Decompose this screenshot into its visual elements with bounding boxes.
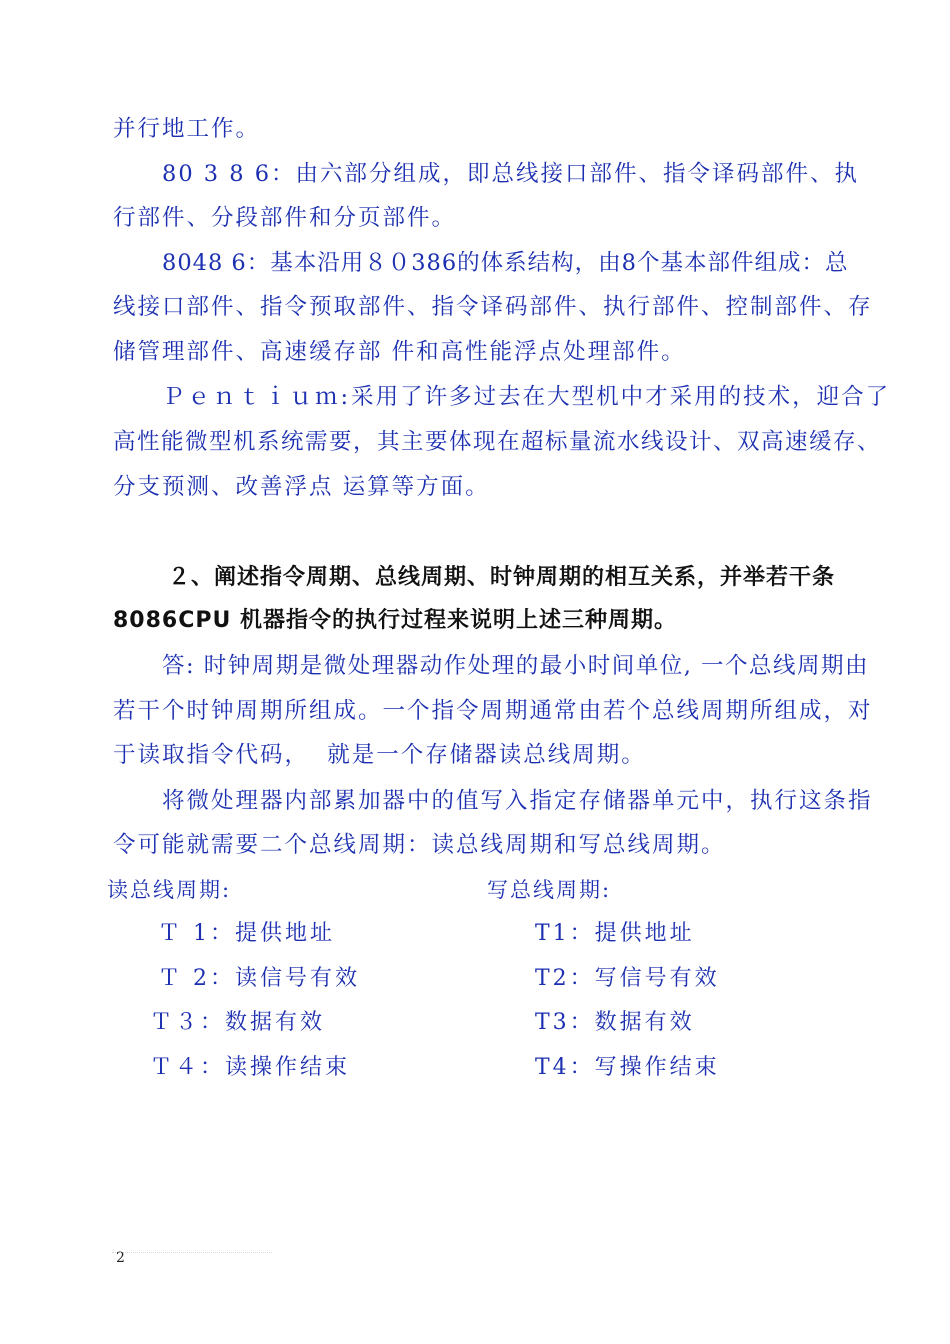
paragraph-pentium-line-2: 高性能微型机系统需要，其主要体现在超标量流水线设计、双高速缓存、 bbox=[113, 429, 882, 455]
paragraph-80386-text: 由六部分组成，即总线接口部件、指令译码部件、执 bbox=[295, 161, 860, 187]
answer-line-1: 答: 时钟周期是微处理器动作处理的最小时间单位, 一个总线周期由 bbox=[162, 653, 870, 679]
paragraph-pentium-text: 采用了许多过去在大型机中才采用的技术，迎合了 bbox=[351, 384, 891, 410]
paragraph-pentium-line-1 bbox=[162, 382, 890, 412]
paragraph-80486-line-3: 储管理部件、高速缓存部 件和高性能浮点处理部件。 bbox=[113, 339, 686, 365]
paragraph-continuation: 并行地工作。 bbox=[113, 116, 261, 142]
question-heading-line-2: 8086CPU 机器指令的执行过程来说明上述三种周期。 bbox=[113, 608, 678, 633]
paragraph-80386-line-2: 行部件、分段部件和分页部件。 bbox=[113, 205, 457, 231]
read-step-t2: Ｔ 2：读信号有效 bbox=[158, 966, 360, 991]
read-step-t1: Ｔ 1：提供地址 bbox=[158, 921, 335, 946]
write-cycle-title: 写总线周期: bbox=[487, 878, 612, 902]
question-heading-line-1: ２、阐述指令周期、总线周期、时钟周期的相互关系，并举若干条 bbox=[168, 565, 836, 590]
paragraph-80486-line-1: 8048 6：基本沿用８０386的体系结构，由8个基本部件组成：总 bbox=[162, 250, 849, 276]
read-step-t3: Ｔ３：数据有效 bbox=[150, 1010, 326, 1035]
paragraph-80486-line-2: 线接口部件、指令预取部件、指令译码部件、执行部件、控制部件、存 bbox=[113, 294, 873, 320]
processor-label-pentium: Ｐｅｎｔｉｕｍ: bbox=[162, 384, 352, 410]
answer-line-5: 令可能就需要二个总线周期：读总线周期和写总线周期。 bbox=[113, 832, 726, 858]
page-number: 2 bbox=[116, 1250, 125, 1266]
answer-line-4: 将微处理器内部累加器中的值写入指定存储器单元中，执行这条指 bbox=[162, 788, 873, 814]
answer-line-3: 于读取指令代码， 就是一个存储器读总线周期。 bbox=[113, 742, 646, 768]
write-step-t1: T1：提供地址 bbox=[535, 921, 695, 946]
write-step-t4: T4：写操作结束 bbox=[535, 1055, 720, 1080]
paragraph-80386-line-1 bbox=[162, 159, 859, 189]
processor-label-80386: 80 3 8 6： bbox=[162, 161, 296, 187]
answer-line-2: 若干个时钟周期所组成。一个指令周期通常由若个总线周期所组成，对 bbox=[113, 698, 873, 724]
read-cycle-title: 读总线周期: bbox=[107, 878, 232, 902]
write-step-t2: T2：写信号有效 bbox=[535, 966, 720, 991]
write-step-t3: T3：数据有效 bbox=[535, 1010, 695, 1035]
read-step-t4: Ｔ４：读操作结束 bbox=[150, 1055, 351, 1080]
footer-divider bbox=[112, 1252, 272, 1253]
paragraph-pentium-line-3: 分支预测、改善浮点 运算等方面。 bbox=[113, 474, 490, 500]
